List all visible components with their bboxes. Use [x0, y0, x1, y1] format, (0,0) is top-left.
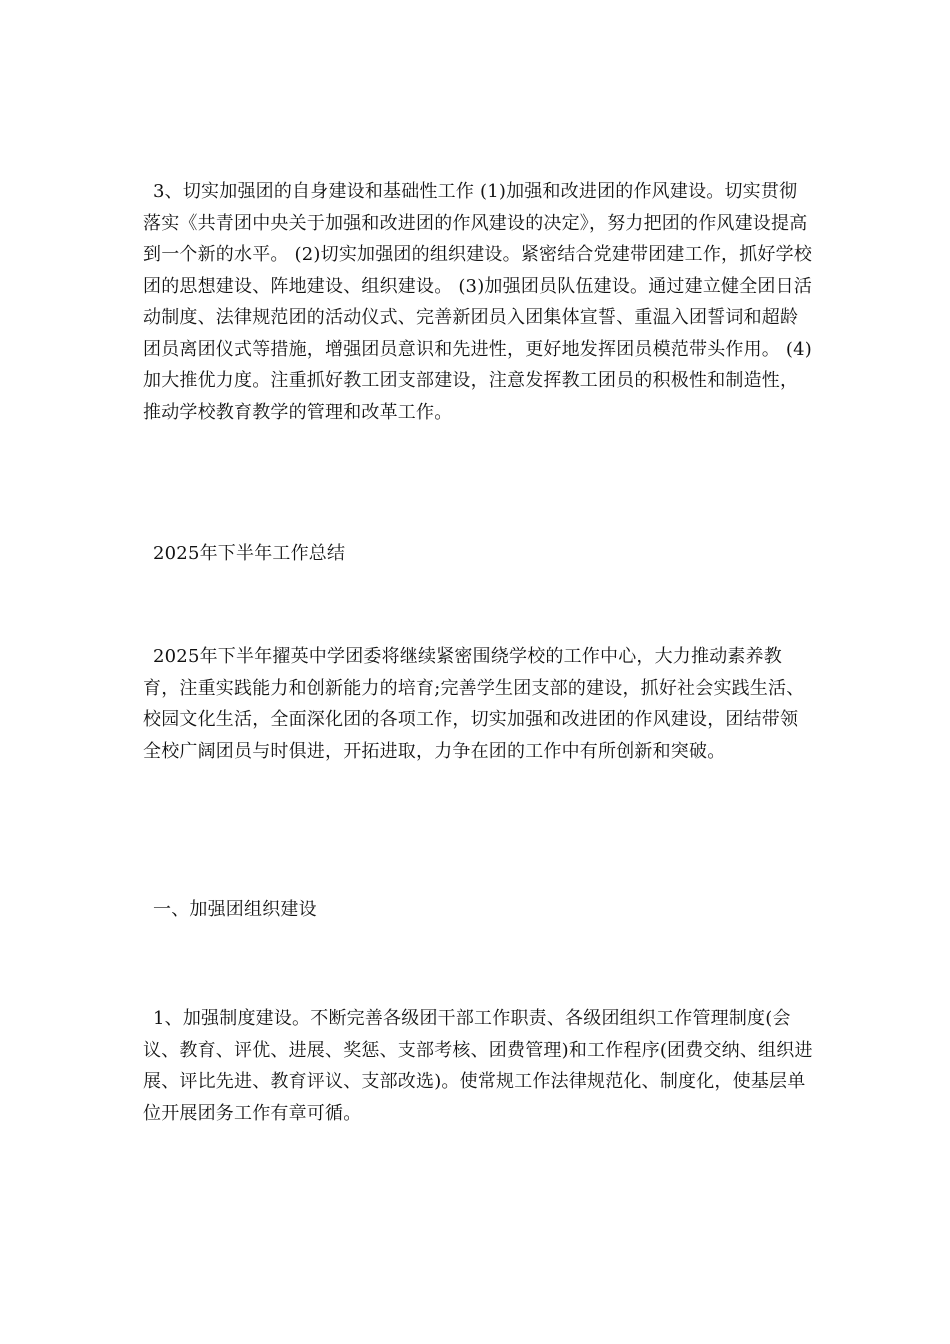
section-heading-organization: 一、加强团组织建设: [153, 899, 317, 920]
paragraph-team-self-building: 3、切实加强团的自身建设和基础性工作 (1)加强和改进团的作风建设。切实贯彻落实《共青团中央关于加强和改进团的作风建设的决定》，努力把团的作风建设提高到一个新的水平。 (2)切实加强团的组织建设。紧密结合党建带团建工作，抓好学校团的思想建设、阵地建设、组织建设。 (3)加强团员队伍建设。通过建立健全团日活动制度、法律规范团的活动仪式、完善新团员入团集体宣誓、重温入团誓词和超龄团员离团仪式等措施，增强团员意识和先进性，更好地发挥团员模范带头作用。 (4)加大推优力度。注重抓好教工团支部建设，注意发挥教工团员的积极性和制造性，推动学校教育教学的管理和改革工作。: [143, 181, 813, 423]
paragraph-summary-intro: 2025年下半年擢英中学团委将继续紧密围绕学校的工作中心，大力推动素养教育，注重实践能力和创新能力的培育;完善学生团支部的建设，抓好社会实践生活、校园文化生活，全面深化团的各项工作，切实加强和改进团的作风建设，团结带领全校广阔团员与时俱进，开拓进取，力争在团的工作中有所创新和突破。: [143, 646, 805, 762]
paragraph-system-building: 1、加强制度建设。不断完善各级团干部工作职责、各级团组织工作管理制度(会议、教育、评优、进展、奖惩、支部考核、团费管理)和工作程序(团费交纳、组织进展、评比先进、教育评议、支部改选)。使常规工作法律规范化、制度化，使基层单位开展团务工作有章可循。: [143, 1008, 813, 1124]
section-heading-summary: 2025年下半年工作总结: [153, 543, 346, 564]
